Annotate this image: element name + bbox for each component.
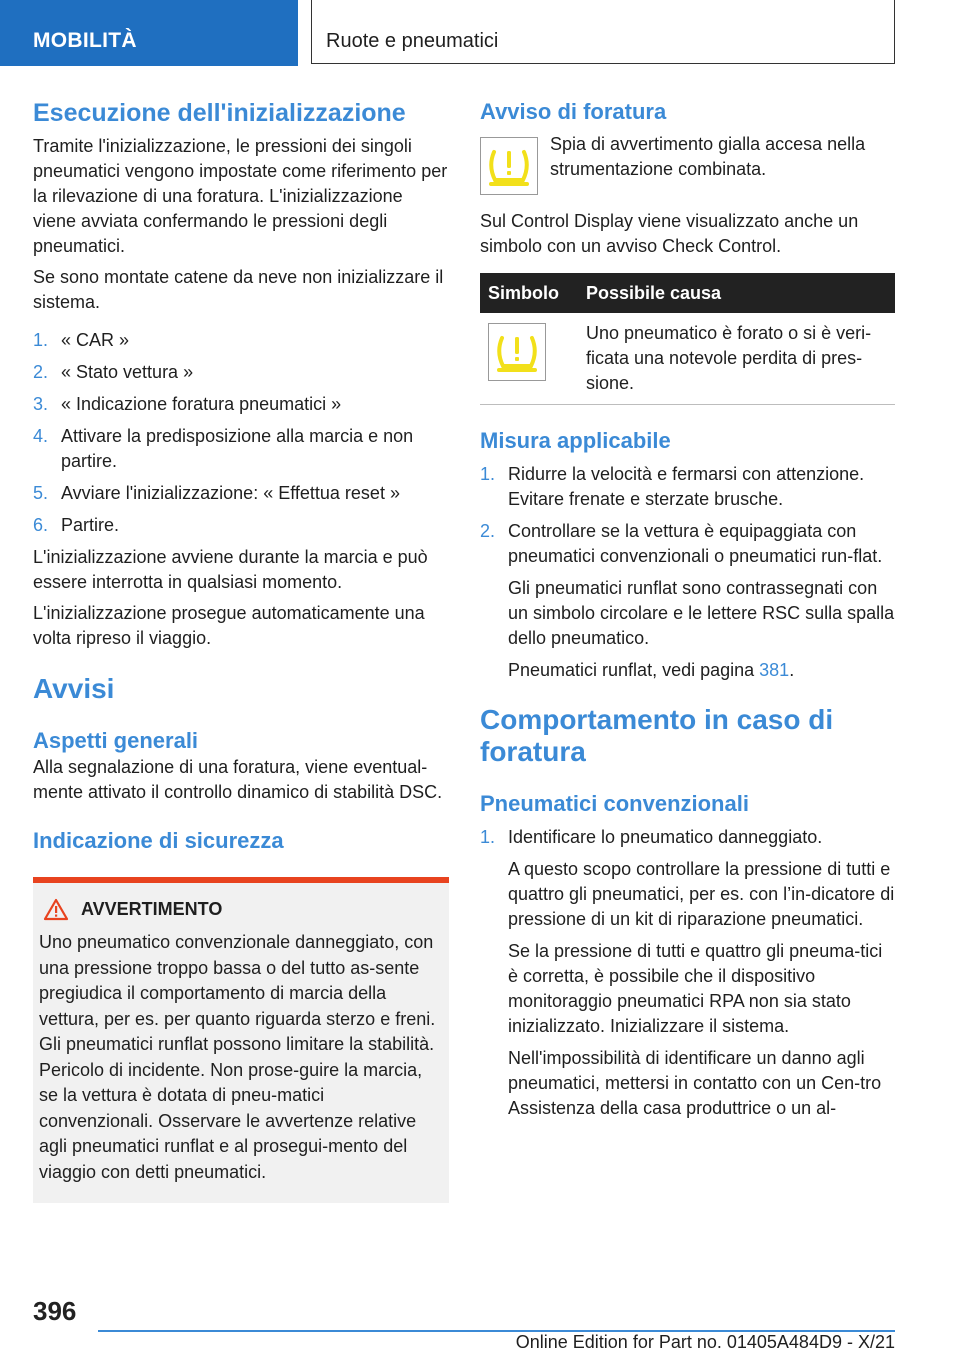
init-paragraph-2: Se sono montate catene da neve non inizializzare il sistema.	[33, 267, 444, 312]
list-item: 6. Partire.	[33, 515, 120, 535]
aspetti-heading: Aspetti generali	[33, 728, 199, 753]
section-tab: MOBILITÀ	[0, 0, 298, 66]
warning-text: Uno pneumatico convenzionale danneggiato, con una pressione troppo bassa o del tutto as-sente pregiudica il comportamento di marcia della vettura, per es. per quanto riguarda sterzo e freni. Gli pneumatici runflat possono limitare la stabilità. Pericolo di incidente. Non prose-guire la marcia, se la vettura è dotata di pneu-matici convenzionali. Osservare le avvertenze relative agli pneumatici runflat e al prosegui-mento del viaggio con detti pneumatici.	[39, 932, 436, 1182]
init-paragraph-1: Tramite l'inizializzazione, le pressioni dei singoli pneumatici vengono impostate come riferimento per la rilevazione di una foratura. L'inizializzazione viene avviata confermando le pressioni degli pneumatici.	[33, 136, 448, 256]
table-row	[480, 313, 895, 405]
spia-text: Spia di avvertimento gialla accesa nella strumentazione combinata.	[550, 134, 866, 179]
left-column	[33, 98, 449, 1203]
conv-sub-3: Nell'impossibilità di identificare un danno agli pneumatici, mettersi in contatto con un Cen-tro Assistenza della casa produttrice o un al-	[508, 1048, 882, 1118]
convenzionali-heading: Pneumatici convenzionali	[480, 791, 749, 816]
aspetti-paragraph: Alla segnalazione di una foratura, viene eventual-mente attivato il controllo dinamico di stabilità DSC.	[33, 757, 443, 802]
foratura-heading: Avviso di foratura	[480, 99, 667, 124]
comportamento-heading: Comportamento in caso di foratura	[480, 704, 834, 767]
list-item: 4. Attivare la predisposizione alla marcia e non partire.	[33, 426, 414, 471]
warning-triangle-icon	[43, 898, 69, 921]
list-item: 2. Controllare se la vettura è equipaggiata con pneumatici convenzionali o pneumatici run-flat. Gli pneumatici runflat sono contrassegnati con un simbolo circolare e le lettere RSC sulla spalla dello pneumatico. Pneumatici runflat, vedi pagina 381.	[480, 519, 896, 683]
list-item: 1. « CAR »	[33, 330, 130, 350]
init-paragraph-3: L'inizializzazione avviene durante la marcia e può essere interrotta in qualsiasi momento.	[33, 547, 428, 592]
table-header-symbol: Simbolo	[480, 273, 578, 313]
table-header-cause: Possibile causa	[578, 273, 895, 313]
table-cell-cause: Uno pneumatico è forato o si è veri-ficata una notevole perdita di pres-sione.	[578, 313, 895, 405]
list-item: 1. Ridurre la velocità e fermarsi con attenzione. Evitare frenate e sterzate brusche.	[480, 464, 865, 509]
list-item: 3. « Indicazione foratura pneumatici »	[33, 394, 342, 414]
control-display-text: Sul Control Display viene visualizzato anche un simbolo con un avviso Check Control.	[480, 211, 859, 256]
tire-pressure-warning-icon	[488, 323, 546, 381]
init-heading: Esecuzione dell'inizializzazione	[33, 99, 406, 127]
misura-sub-1: Gli pneumatici runflat sono contrassegnati con un simbolo circolare e le lettere RSC sulla spalla dello pneumatico.	[508, 578, 895, 648]
list-item: 2. « Stato vettura »	[33, 362, 194, 382]
conv-sub-1: A questo scopo controllare la pressione di tutti e quattro gli pneumatici, per es. con l’in-dicatore di pressione di un kit di riparazione pneumatici.	[508, 859, 895, 929]
init-steps-list	[33, 328, 449, 538]
page-number: 396	[33, 1296, 77, 1326]
warning-lamp-row	[480, 132, 896, 195]
misura-sub-2: Pneumatici runflat, vedi pagina 381.	[508, 660, 795, 680]
list-item: 1. Identificare lo pneumatico danneggiato. A questo scopo controllare la pressione di tutti e quattro gli pneumatici, per es. con l’in-dicatore di pressione di un kit di riparazione pneumatici. Se la pressione di tutti e quattro gli pneuma-tici è corretta, è possibile che il dispositivo monitoraggio pneumatici RPA non sia stato inizializzato. Inizializzare il sistema. Nell'impossibilità di identificare un danno agli pneumatici, mettersi in contatto con un Cen-tro Assistenza della casa produttrice o un al-	[480, 825, 896, 1121]
conv-steps-list	[480, 825, 896, 1121]
avvisi-heading: Avvisi	[33, 673, 115, 704]
warning-heading	[39, 897, 443, 922]
conv-sub-2: Se la pressione di tutti e quattro gli pneuma-tici è corretta, è possibile che il dispositivo monitoraggio pneumatici RPA non sia stato inizializzato. Inizializzare il sistema.	[508, 941, 883, 1036]
misura-steps-list	[480, 462, 896, 683]
page-link-381[interactable]: 381	[759, 660, 790, 680]
symbol-table	[480, 273, 895, 405]
tire-pressure-warning-icon	[480, 137, 538, 195]
misura-heading: Misura applicabile	[480, 428, 671, 453]
chapter-title: Ruote e pneumatici	[311, 0, 895, 64]
right-column	[480, 98, 896, 1128]
warning-box	[33, 877, 449, 1203]
footer-edition: Online Edition for Part no. 01405A484D9 - X/21	[515, 1332, 895, 1352]
init-paragraph-4: L'inizializzazione prosegue automaticamente una volta ripreso il viaggio.	[33, 603, 425, 648]
page-header	[0, 0, 960, 66]
warning-title: AVVERTIMENTO	[81, 899, 223, 919]
sicurezza-heading: Indicazione di sicurezza	[33, 828, 284, 853]
list-item: 5. Avviare l'inizializzazione: « Effettua reset »	[33, 483, 400, 503]
